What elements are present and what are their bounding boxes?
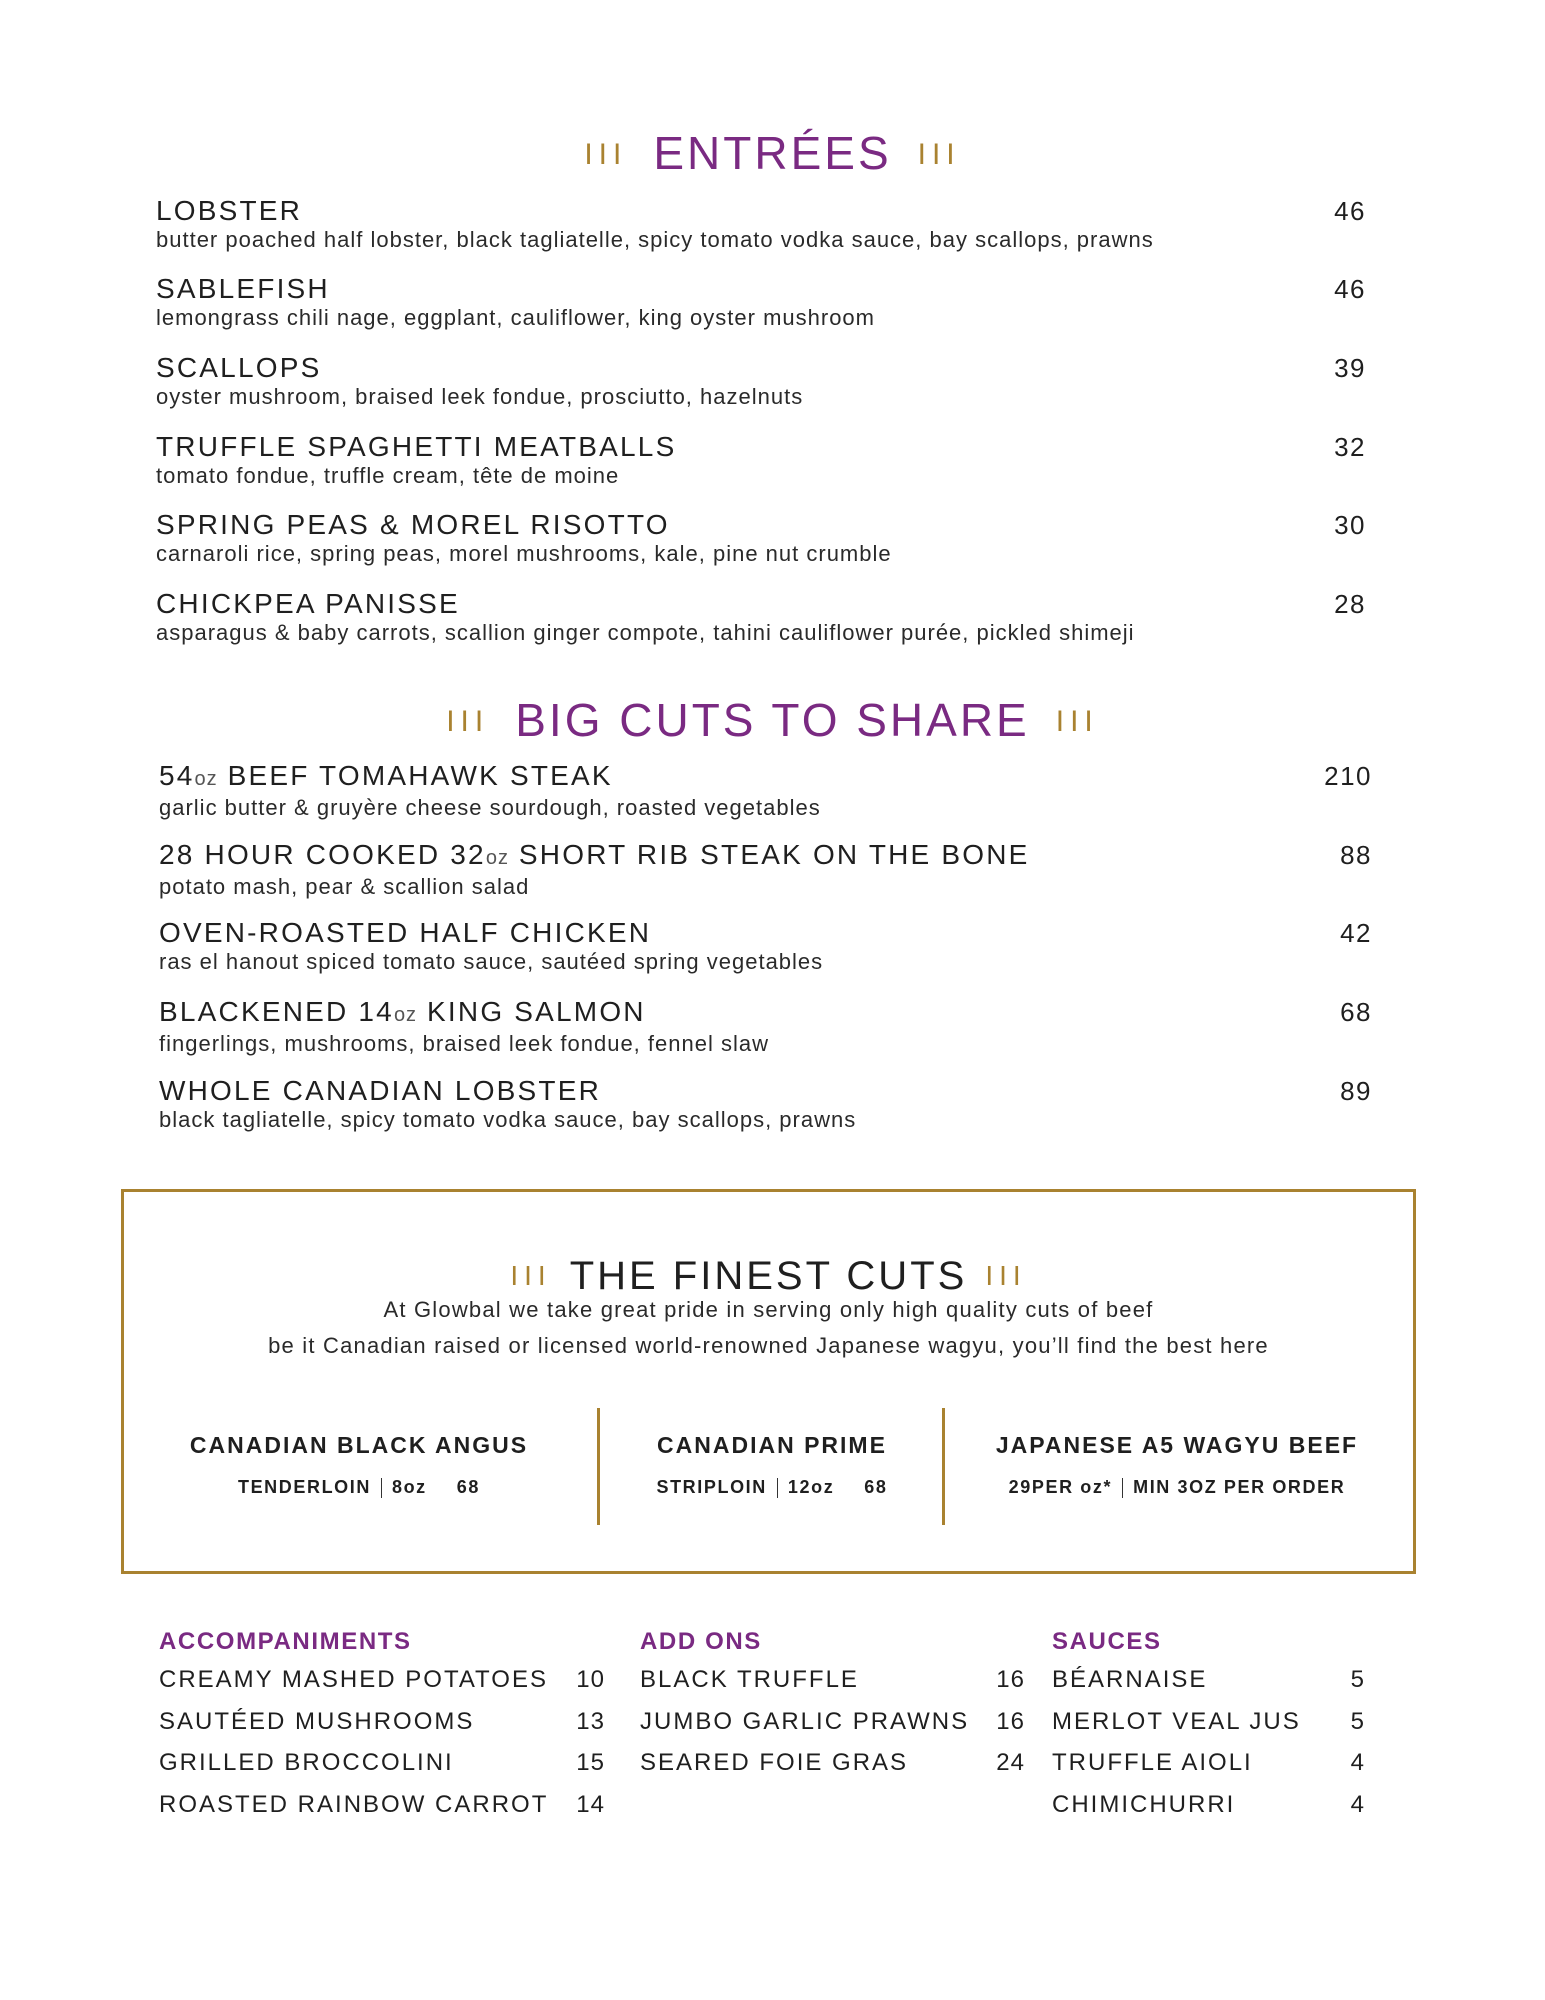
big-cuts-heading [0, 694, 1545, 746]
item-name: LOBSTER [156, 195, 303, 226]
separator [777, 1478, 778, 1498]
item-price: 88 [1340, 840, 1372, 870]
side-item-price: 10 [576, 1666, 605, 1693]
cut-name: CANADIAN PRIME [657, 1432, 887, 1458]
cut-detail [602, 1477, 942, 1498]
separator [1122, 1478, 1123, 1498]
side-item-price: 15 [576, 1749, 605, 1776]
menu-item [159, 839, 1372, 900]
menu-item [159, 760, 1372, 821]
side-item-price: 4 [1350, 1749, 1365, 1776]
side-item-price: 5 [1350, 1666, 1365, 1693]
item-description: carnaroli rice, spring peas, morel mushrooms, kale, pine nut crumble [156, 541, 892, 566]
unit-label: oz [393, 1004, 418, 1026]
item-name: 28 HOUR COOKED 32oz SHORT RIB STEAK ON THE BONE [159, 839, 1030, 870]
finest-cuts-title: THE FINEST CUTS [569, 1254, 968, 1298]
menu-item [159, 1075, 1372, 1133]
side-item-price: 24 [996, 1749, 1025, 1776]
cut-price: 68 [864, 1477, 888, 1497]
cut-detail [952, 1477, 1402, 1498]
column-divider [597, 1408, 600, 1525]
heading-ornament-right: III [917, 137, 961, 171]
entrees-heading [0, 127, 1545, 179]
accompaniments-heading: ACCOMPANIMENTS [159, 1628, 412, 1655]
item-description: potato mash, pear & scallion salad [159, 874, 530, 899]
heading-ornament-left: III [510, 1260, 552, 1292]
side-item-name: BÉARNAISE [1052, 1666, 1208, 1693]
column-divider [942, 1408, 945, 1525]
item-name: OVEN-ROASTED HALF CHICKEN [159, 917, 652, 948]
item-description: oyster mushroom, braised leek fondue, prosciutto, hazelnuts [156, 384, 804, 409]
finest-cuts-heading [124, 1256, 1413, 1296]
item-description: asparagus & baby carrots, scallion ginger compote, tahini cauliflower purée, pickled shimeji [156, 620, 1135, 645]
side-item-name: CHIMICHURRI [1052, 1791, 1236, 1818]
item-description: ras el hanout spiced tomato sauce, sautéed spring vegetables [159, 949, 824, 974]
menu-item [156, 509, 1366, 567]
item-price: 32 [1334, 432, 1366, 462]
side-item-price: 13 [576, 1708, 605, 1735]
entrees-title: ENTRÉES [653, 127, 892, 179]
side-item-name: BLACK TRUFFLE [640, 1666, 859, 1693]
finest-intro-line-2: be it Canadian raised or licensed world-renowned Japanese wagyu, you’ll find the best here [268, 1333, 1269, 1358]
heading-ornament-left: III [584, 137, 628, 171]
separator [381, 1478, 382, 1498]
side-item-name: SEARED FOIE GRAS [640, 1749, 909, 1776]
side-item-name: CREAMY MASHED POTATOES [159, 1666, 548, 1693]
item-description: butter poached half lobster, black tagliatelle, spicy tomato vodka sauce, bay scallops, prawns [156, 227, 1154, 252]
menu-item [156, 195, 1366, 253]
item-name: SCALLOPS [156, 352, 322, 383]
side-item-price: 14 [576, 1791, 605, 1818]
side-item-name: SAUTÉED MUSHROOMS [159, 1708, 475, 1735]
unit-label: oz [194, 768, 218, 790]
item-name: WHOLE CANADIAN LOBSTER [159, 1075, 602, 1106]
item-description: tomato fondue, truffle cream, tête de moine [156, 463, 620, 488]
cut-size: 12oz [787, 1477, 835, 1497]
side-item-name: JUMBO GARLIC PRAWNS [640, 1708, 970, 1735]
cut-type: 29PER oz* [1008, 1477, 1113, 1497]
heading-ornament-left: III [446, 704, 490, 738]
menu-item [156, 431, 1366, 489]
item-description: black tagliatelle, spicy tomato vodka sauce, bay scallops, prawns [159, 1107, 857, 1132]
item-price: 42 [1340, 918, 1372, 948]
heading-ornament-right: III [985, 1260, 1027, 1292]
cut-price: 68 [456, 1477, 481, 1497]
side-item-price: 4 [1350, 1791, 1365, 1818]
heading-ornament-right: III [1055, 704, 1099, 738]
item-description: lemongrass chili nage, eggplant, cauliflower, king oyster mushroom [156, 305, 875, 330]
big-cuts-title: BIG CUTS TO SHARE [515, 694, 1030, 746]
item-price: 46 [1334, 196, 1366, 226]
item-name: BLACKENED 14oz KING SALMON [159, 996, 646, 1027]
item-price: 68 [1340, 997, 1372, 1027]
unit-label: oz [485, 847, 509, 869]
side-item-price: 16 [996, 1708, 1025, 1735]
item-name: SPRING PEAS & MOREL RISOTTO [156, 509, 670, 540]
menu-item [159, 917, 1372, 975]
item-price: 46 [1334, 274, 1366, 304]
side-item-name: GRILLED BROCCOLINI [159, 1749, 454, 1776]
item-name: SABLEFISH [156, 273, 330, 304]
item-price: 30 [1334, 510, 1366, 540]
cut-size: MIN 3OZ PER ORDER [1133, 1477, 1346, 1497]
side-item-name: TRUFFLE AIOLI [1052, 1749, 1253, 1776]
side-item-name: ROASTED RAINBOW CARROT [159, 1791, 549, 1818]
item-description: garlic butter & gruyère cheese sourdough, roasted vegetables [159, 795, 821, 820]
cut-name: CANADIAN BLACK ANGUS [189, 1432, 529, 1458]
sauces-heading: SAUCES [1052, 1628, 1162, 1655]
add-ons-heading: ADD ONS [640, 1628, 762, 1655]
cut-name: JAPANESE A5 WAGYU BEEF [995, 1432, 1359, 1458]
item-name: CHICKPEA PANISSE [156, 588, 460, 619]
item-price: 28 [1334, 589, 1366, 619]
cut-type: STRIPLOIN [656, 1477, 767, 1497]
side-item-price: 5 [1350, 1708, 1365, 1735]
finest-cuts-box [121, 1189, 1416, 1574]
finest-intro-line-1: At Glowbal we take great pride in serving only high quality cuts of beef [383, 1297, 1154, 1322]
cut-column [602, 1432, 942, 1498]
cut-column [154, 1432, 564, 1498]
item-description: fingerlings, mushrooms, braised leek fondue, fennel slaw [159, 1031, 769, 1056]
item-name: 54oz BEEF TOMAHAWK STEAK [159, 760, 613, 791]
menu-item [156, 352, 1366, 410]
cut-column [952, 1432, 1402, 1498]
menu-item [156, 273, 1366, 331]
item-price: 210 [1324, 761, 1372, 791]
side-item-name: MERLOT VEAL JUS [1052, 1708, 1301, 1735]
menu-item [156, 588, 1366, 646]
item-price: 39 [1334, 353, 1366, 383]
cut-size: 8oz [391, 1477, 427, 1497]
cut-type: TENDERLOIN [237, 1477, 371, 1497]
side-item-price: 16 [996, 1666, 1025, 1693]
item-price: 89 [1340, 1076, 1372, 1106]
item-name: TRUFFLE SPAGHETTI MEATBALLS [156, 431, 677, 462]
menu-item [159, 996, 1372, 1057]
cut-detail [154, 1477, 564, 1498]
